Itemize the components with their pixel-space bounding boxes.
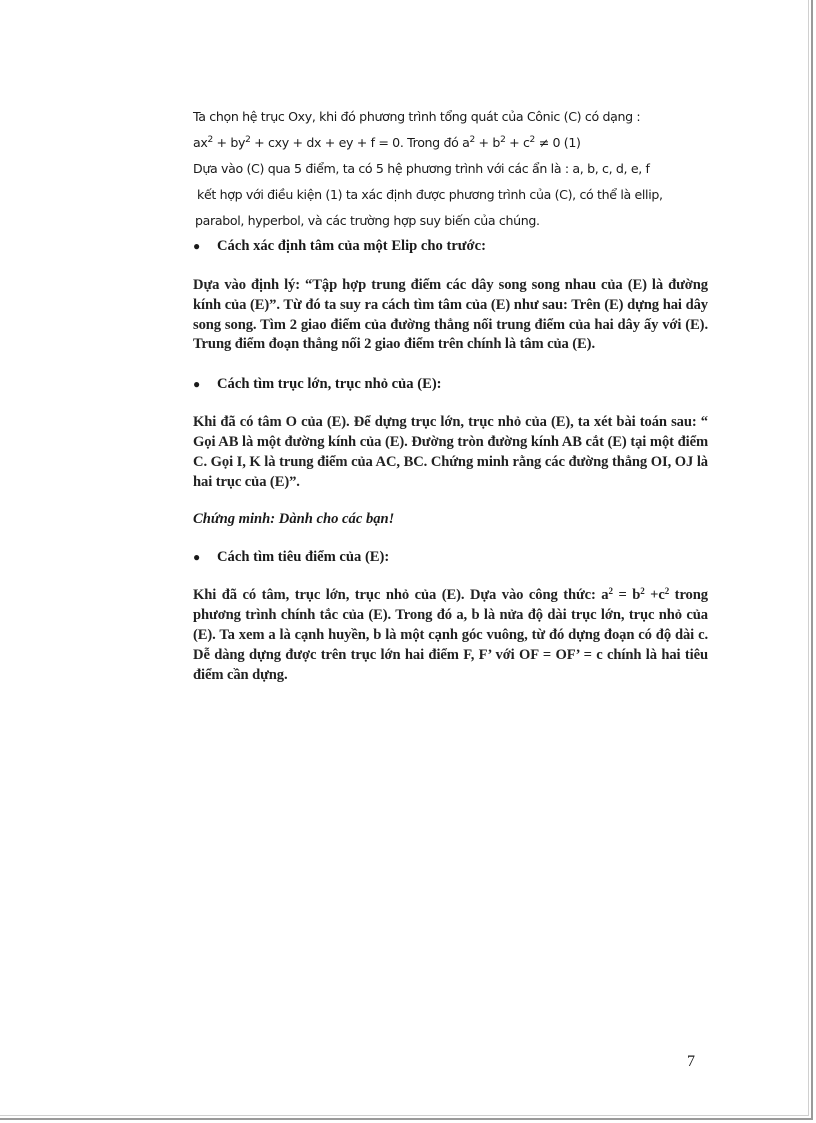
section-heading-center: ● Cách xác định tâm của một Elip cho trước: <box>193 238 486 254</box>
intro-line-1: Ta chọn hệ trục Oxy, khi đó phương trình tổng quát của Cônic (C) có dạng : <box>193 109 641 124</box>
page-number: 7 <box>687 1053 695 1070</box>
paragraph-axes: Khi đã có tâm O của (E). Để dựng trục lớn, trục nhỏ của (E), ta xét bài toán sau: “ Gọi AB là một đường kính của (E). Đường tròn đường kính AB cắt (E) tại một điểm C. Gọi I, K là trung điểm của AC, BC. Chứng minh rằng các đường thẳng OI, OJ là hai trục của (E)”. <box>193 414 708 490</box>
bullet-icon: ● <box>193 377 201 392</box>
paragraph-center: Dựa vào định lý: “Tập hợp trung điểm các dây song song nhau của (E) là đường kính của (E)”. Từ đó ta suy ra cách tìm tâm của (E) như sau: Trên (E) dựng hai dây song song. Tìm 2 giao điểm của đường thẳng nối trung điểm của hai dây ấy với (E). Trung điểm đoạn thẳng nối 2 giao điểm trên chính là tâm của (E). <box>193 277 708 353</box>
proof-note: Chứng minh: Dành cho các bạn! <box>193 511 395 528</box>
intro-equation: $ax^2 + by^2$ + cxy + dx + ey + f = 0. Trong đó $a^2 + b^2 + c^2 \ne 0$ (1) <box>193 135 581 150</box>
section-heading-foci: ● Cách tìm tiêu điểm của (E): <box>193 549 390 566</box>
paragraph-foci: Khi đã có tâm, trục lớn, trục nhỏ của (E). Dựa vào công thức: $a^2 = b^2 +c^2$ trong phương trình chính tắc của (E). Trong đó a, b là nửa độ dài trục lớn, trục nhỏ của (E). Ta xem a là cạnh huyền, b là một cạnh góc vuông, từ đó dựng đoạn có độ dài c. Dễ dàng dựng được trên trục lớn hai điểm F, F’ với OF = OF’ = c chính là hai tiêu điểm cần dựng. <box>193 586 708 683</box>
bullet-icon: ● <box>193 550 201 565</box>
intro-line-5: parabol, hyperbol, và các trường hợp suy biến của chúng. <box>195 213 540 228</box>
bullet-icon: ● <box>193 239 201 253</box>
intro-line-3: Dựa vào (C) qua 5 điểm, ta có 5 hệ phương trình với các ẩn là : a, b, c, d, e, f <box>193 161 650 176</box>
document-body <box>193 104 708 685</box>
section-heading-axes: ● Cách tìm trục lớn, trục nhỏ của (E): <box>193 376 442 393</box>
intro-line-4: kết hợp với điều kiện (1) ta xác định được phương trình của (C), có thể là ellip, <box>197 187 663 202</box>
